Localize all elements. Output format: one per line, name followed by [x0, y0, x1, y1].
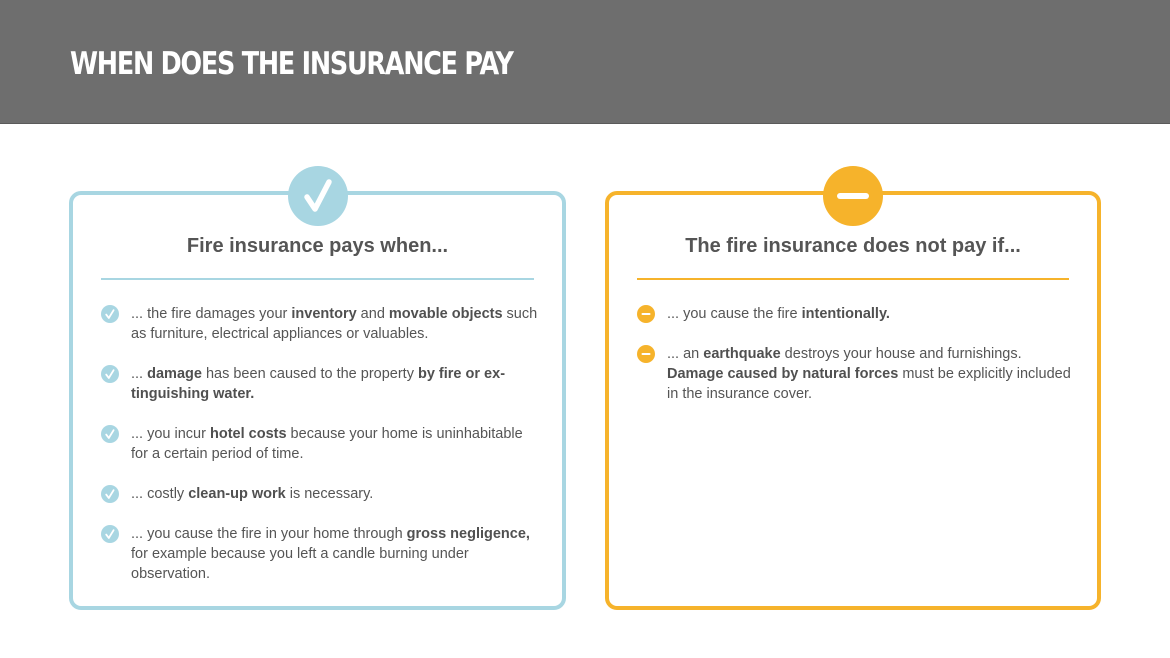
- minus-icon: [637, 305, 655, 323]
- not-pays-list: [637, 304, 1077, 424]
- check-icon: [101, 365, 119, 383]
- minus-badge: [823, 166, 883, 226]
- text-run: ... an: [667, 346, 704, 362]
- text-run: ... the fire damages your: [131, 306, 292, 322]
- list-item-text: [131, 364, 542, 404]
- list-item: [637, 304, 1077, 324]
- bold-text: by fire or extinguishing water.: [131, 366, 506, 402]
- bold-text: inventory: [291, 306, 357, 322]
- text-run: has been caused to the property: [201, 366, 418, 382]
- not-pays-divider: [637, 278, 1069, 280]
- pays-list: [101, 304, 542, 604]
- text-run: must be explicitly included in the insurance cover.: [667, 366, 1071, 402]
- text-run: is necessary.: [285, 486, 374, 502]
- check-icon: [288, 166, 348, 226]
- bold-text: movable objects: [388, 306, 503, 322]
- text-run: for example because you left a candle burning under observation.: [131, 546, 469, 582]
- pays-panel: [69, 191, 566, 610]
- list-item-text: [131, 424, 542, 464]
- minus-icon: [823, 166, 883, 226]
- check-badge: [288, 166, 348, 226]
- bold-text: damage: [147, 366, 202, 382]
- bold-text: earthquake: [703, 346, 781, 362]
- check-icon: [101, 485, 119, 503]
- check-icon: [101, 305, 119, 323]
- list-item: [101, 484, 542, 504]
- not-pays-title: The fire insurance does not pay if...: [685, 235, 1021, 257]
- text-run: ... costly: [131, 486, 189, 502]
- bold-text: intentionally.: [801, 306, 890, 322]
- text-run: because your home is uninhabitable for a certain period of time.: [131, 426, 523, 462]
- list-item-text: [131, 524, 542, 584]
- not-pays-panel: [605, 191, 1101, 610]
- pays-title: Fire insurance pays when...: [186, 235, 449, 257]
- bold-text: gross negligence,: [406, 526, 530, 542]
- check-icon: [101, 425, 119, 443]
- text-run: ...: [131, 366, 148, 382]
- list-item: [101, 304, 542, 344]
- minus-icon: [637, 345, 655, 363]
- pays-divider: [101, 278, 534, 280]
- list-item-text: [131, 304, 542, 344]
- list-item: [101, 364, 542, 404]
- page-title: WHEN DOES THE INSURANCE PAY: [70, 46, 513, 82]
- list-item-text: [667, 344, 1077, 404]
- text-run: such as furniture, electrical appliances or valuables.: [131, 306, 538, 342]
- bold-text: Damage caused by natural forces: [667, 366, 899, 382]
- text-run: destroys your house and furnishings.: [780, 346, 1022, 362]
- text-run: ... you cause the fire: [667, 306, 802, 322]
- bold-text: clean-up work: [188, 486, 286, 502]
- list-item: [101, 424, 542, 464]
- bold-text: hotel costs: [209, 426, 287, 442]
- header-bar: [0, 0, 1170, 124]
- list-item: [637, 344, 1077, 404]
- text-run: ... you incur: [131, 426, 210, 442]
- list-item-text: [131, 484, 542, 504]
- text-run: ... you cause the fire in your home through: [131, 526, 407, 542]
- list-item: [101, 524, 542, 584]
- check-icon: [101, 525, 119, 543]
- list-item-text: [667, 304, 1077, 324]
- text-run: and: [356, 306, 389, 322]
